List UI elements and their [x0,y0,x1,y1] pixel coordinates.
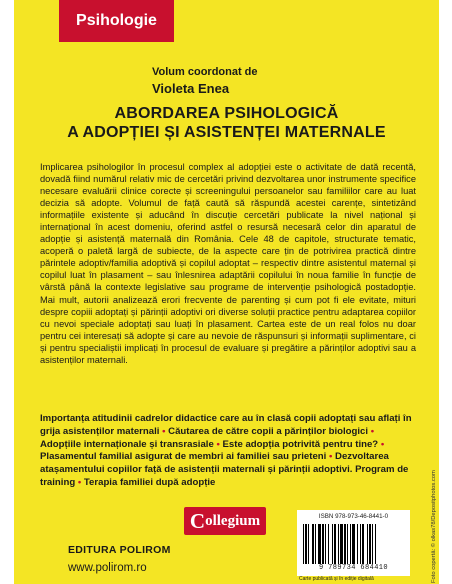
book-title-line1: ABORDAREA PSIHOLOGICĂ [114,105,339,122]
bullet-separator: • [329,451,333,463]
bullet-separator: • [216,438,220,450]
publisher-logo-initial: C [189,508,206,533]
highlight-item: Plasamentul familial asigurat de membri ai familiei sau prieteni [40,451,327,463]
bullet-separator: • [162,425,166,437]
series-badge: Psihologie [59,0,174,42]
publisher-logo-text: ollegium [205,512,261,529]
book-back-cover [14,0,439,584]
highlight-item: Terapia familiei după adopție [83,476,216,488]
bullet-separator: • [380,438,385,450]
publisher-logo [184,507,266,535]
publisher-url: www.polirom.ro [68,562,147,574]
highlight-item: Dezvoltarea atașamentului copiilor față de asistenții maternali și părinții adoptivi. Program de training [40,451,409,488]
isbn-barcode [297,510,410,576]
coordinator-label: Volum coordonat de [152,66,258,78]
publisher-name: EDITURA POLIROM [68,544,171,556]
bullet-separator: • [370,425,375,437]
digital-edition-note: Carte publicată și în ediție digitală [299,576,374,582]
barcode-digits: 9 789734 684410 [318,564,388,572]
highlight-item: Importanța atitudinii cadrelor didactice care au în clasă copii adoptați sau aflați în grija asistenților maternali [40,413,412,437]
highlight-item: Adopțiile internaționale și transrasiale [40,438,214,450]
photo-credit: Foto copertă: © olkas78/Depositphotos.com [431,470,437,583]
book-description: Implicarea psihologilor în procesul complex al adopției este o activitate de dată recentă, dovadă fiind numărul relativ mic de cercetări privind dezvoltarea unor instrumente specifice necesare evaluării clinice corecte și screeningului persoanelor sau familiilor care au luat decizia să adopte. Volumul de față caută să răspundă acestei carențe, sintetizând informațiile existente și aducând în discuție cercetări publicate la nivel național și internațional în acest domeniu, oferind astfel o resursă necesară celor din aparatul de adopție și asistență maternală din România. Cele 48 de capitole, structurate tematic, acoperă o paletă largă de subiecte, de la aspecte care țin de potrivirea practică dintre părintele adoptiv/familia adoptivă și copilul adoptat – respectiv dintre asistentul maternal și copilul luat în plasament – sau înlesnirea adaptării copilului în noua familie în funcție de vârstă până la contexte legislative sau programe de intervenție psihologică postadopție. Mai mult, autorii analizează erori frecvente de parenting și cum pot fi ele evitate, mituri despre copiii adoptați și părinții adoptivi ori diverse soluții practice pentru adaptarea copiilor cu nevoi speciale adoptați sau luați în plasament. Cartea este de un real folos nu doar pentru cei interesați să adopte și care au nevoie de răspunsuri și informații suplimentare, ci și pentru specialiștii implicați în procesul de evaluare și pregătire a părinților adoptivi sau a asistenților maternali. [40,162,416,365]
topics-highlights [40,413,416,490]
barcode-icon [303,524,404,564]
bullet-separator: • [77,476,82,488]
highlight-item: Căutarea de către copii a părinților biologici [168,425,369,437]
author-name: Violeta Enea [152,81,230,96]
highlight-item: Este adopția potrivită pentru tine? [222,438,379,450]
book-title-line2: A ADOPȚIEI ȘI ASISTENȚEI MATERNALE [67,124,386,141]
isbn-number: ISBN 978-973-46-8441-0 [318,513,389,520]
